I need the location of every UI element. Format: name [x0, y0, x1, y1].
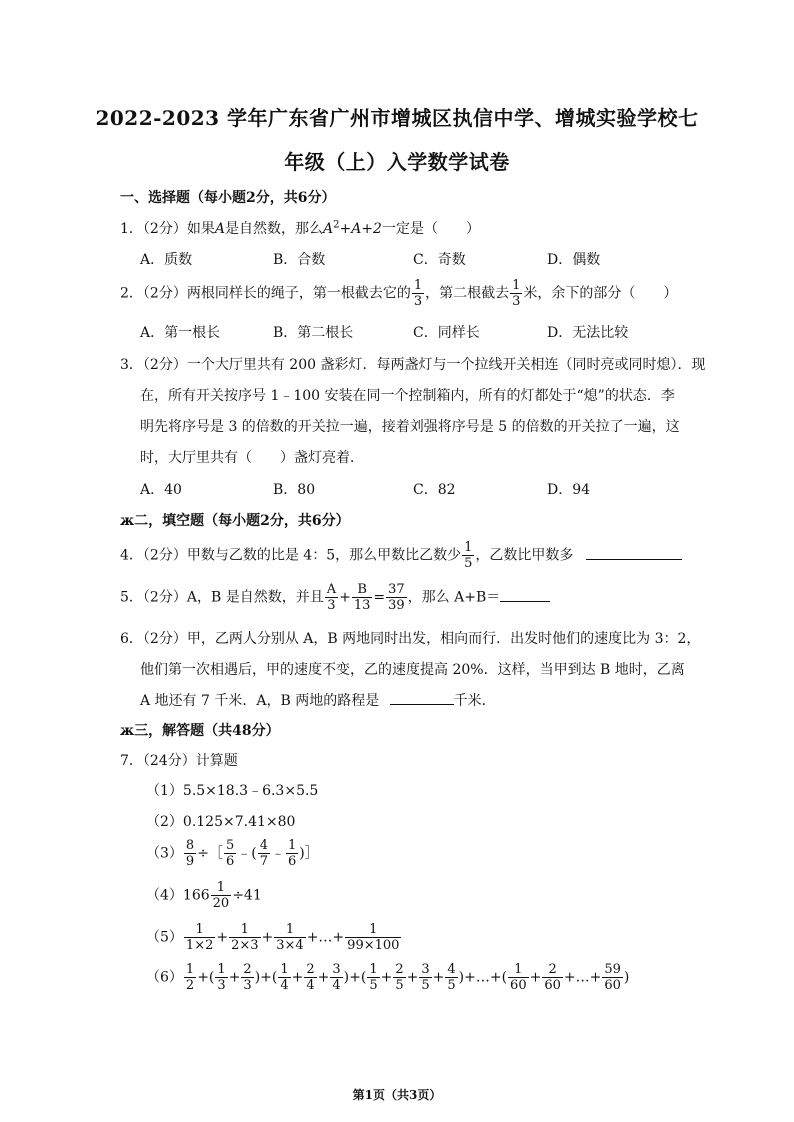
exam-title-line1: 2022-2023 学年广东省广州市增城区执信中学、增城实验学校七 — [95, 106, 699, 130]
question-text: 一个大厅里共有 200 盏彩灯．每两盏灯与一个拉线开关相连（同时亮或同时熄）．现 — [186, 357, 706, 373]
question-text: A，B 是自然数，并且 — [186, 589, 324, 606]
option-b: B．合数 — [273, 252, 326, 268]
operator: + — [432, 969, 445, 986]
operator: + — [406, 969, 419, 986]
fraction: $\frac{1}{2}$ — [185, 962, 195, 993]
section-heading-solve: ж三，解答题（共48分） — [120, 723, 280, 739]
question-text: 千米． — [453, 693, 496, 709]
subquestion-3 — [146, 838, 319, 869]
subquestion-label: （6） — [146, 969, 183, 986]
question-number: 3． — [120, 357, 143, 373]
question-number: 6． — [120, 631, 143, 647]
question-text: 甲，乙两人分别从 A，B 两地同时出发，相向而行．出发时他们的速度比为 3：2， — [186, 631, 701, 647]
question-score: （2分） — [142, 357, 187, 373]
question-text: 一定是（ ） — [381, 221, 480, 237]
fraction: $\frac{3}{5}$ — [421, 962, 430, 993]
operator: )+( — [254, 969, 278, 986]
fraction: $\frac{1}{4}$ — [280, 962, 289, 993]
fraction: $\frac{4}{5}$ — [447, 962, 456, 993]
option-d: D．无法比较 — [547, 325, 629, 341]
question-2 — [120, 278, 677, 309]
option-a: A．质数 — [140, 252, 193, 268]
subquestion-label: （4） — [146, 887, 183, 904]
fraction: $\frac{1}{3}$ — [413, 278, 423, 309]
exponent: 2 — [333, 219, 340, 231]
fraction: $\frac{4}{7}$ — [259, 838, 268, 869]
section-heading-choice: 一、选择题（每小题2分，共6分） — [120, 190, 336, 206]
question-4 — [120, 540, 682, 571]
subquestion-label: （3） — [146, 845, 183, 862]
operator: ﹣ — [270, 845, 285, 862]
fraction: $\frac{2}{3}$ — [243, 962, 252, 993]
question-text: 米，余下的部分（ ） — [523, 285, 678, 302]
question-6 — [120, 628, 700, 648]
fraction: $\frac{59}{60}$ — [604, 962, 621, 993]
mixed-number-whole: 166 — [182, 887, 210, 904]
operator: ÷41 — [232, 887, 262, 904]
question-1 — [120, 218, 480, 238]
question-number: 4． — [120, 547, 143, 564]
fraction: $\frac{1}{5}$ — [369, 962, 378, 993]
question-7 — [120, 750, 238, 770]
operator: + — [317, 969, 330, 986]
fraction: $\frac{1}{5}$ — [464, 540, 473, 571]
question-text: 计算题 — [195, 753, 238, 769]
subquestion-4 — [146, 880, 262, 911]
question-text: 他们第一次相遇后，甲的速度不变，乙的速度提高 20%．这样，当甲到达 B 地时，乙离 — [140, 662, 685, 678]
question-3 — [120, 354, 705, 374]
operator: ﹣( — [237, 845, 257, 862]
option-a: A．40 — [140, 482, 182, 498]
subquestion-2: （2）0.125×7.41×80 — [146, 814, 296, 830]
question-score: （2分） — [142, 631, 187, 647]
question-score: （2分） — [142, 285, 187, 302]
operator: )+…+( — [458, 969, 508, 986]
question-text: 明先将序号是 3 的倍数的开关拉一遍，接着刘强将序号是 5 的倍数的开关拉了一遍，这 — [140, 419, 680, 435]
subquestion-1: （1）5.5×18.3﹣6.3×5.5 — [146, 783, 319, 799]
fraction: $\frac{1}{99\times 100}$ — [347, 922, 400, 953]
operator: + — [261, 929, 274, 946]
option-d: D．94 — [547, 482, 591, 498]
option-d: D．偶数 — [547, 252, 601, 268]
fraction: $\frac{2}{4}$ — [306, 962, 315, 993]
option-c: C．奇数 — [413, 252, 466, 268]
fraction: $\frac{2}{5}$ — [395, 962, 404, 993]
fraction: $\frac{1}{6}$ — [287, 838, 297, 869]
fraction: $\frac{5}{6}$ — [225, 838, 235, 869]
operator: +( — [197, 969, 215, 986]
option-b: B．80 — [273, 482, 316, 498]
variable: A — [322, 221, 334, 237]
operator: + — [339, 589, 351, 606]
option-b: B．第二根长 — [273, 325, 354, 341]
operator: + — [380, 969, 393, 986]
subquestion-5 — [146, 922, 402, 953]
question-score: （2分） — [142, 589, 187, 606]
operator: +…+ — [306, 929, 345, 946]
fraction: $\frac{8}{9}$ — [185, 838, 195, 869]
fraction: $\frac{1}{3}$ — [217, 962, 226, 993]
question-text: ，乙数比甲数多 — [475, 547, 574, 564]
operator: + — [291, 969, 304, 986]
operator: ) — [623, 969, 630, 986]
question-text: ，那么 A+B＝ — [407, 589, 501, 606]
fraction: $\frac{1}{2\times 3}$ — [231, 922, 259, 953]
operator: )+( — [343, 969, 367, 986]
option-a: A．第一根长 — [140, 325, 221, 341]
operator: +…+ — [563, 969, 602, 986]
fraction: $\frac{37}{39}$ — [388, 582, 405, 613]
question-number: 7． — [120, 753, 143, 769]
question-5 — [120, 582, 550, 613]
operator: )］ — [299, 845, 319, 862]
question-text: 两根同样长的绳子，第一根截去它的 — [186, 285, 411, 302]
operator: + — [228, 969, 241, 986]
fraction: $\frac{A}{3}$ — [326, 582, 337, 613]
operator: + — [216, 929, 229, 946]
question-text — [140, 690, 496, 710]
question-score: （24分） — [142, 753, 196, 769]
exam-title-line2: 年级（上）入学数学试卷 — [284, 150, 510, 174]
page-footer: 第1页（共3页） — [352, 1088, 442, 1102]
question-text: 在，所有开关按序号 1﹣100 安装在同一个控制箱内，所有的灯都处于“熄”的状态．李 — [140, 388, 675, 404]
question-text: 甲数与乙数的比是 4：5，那么甲数比乙数少 — [186, 547, 462, 564]
operator: ÷［ — [197, 845, 223, 862]
question-number: 5． — [120, 589, 143, 606]
option-c: C．82 — [413, 482, 456, 498]
question-text: 如果 — [186, 221, 215, 237]
question-number: 2． — [120, 285, 143, 302]
question-text: 是自然数，那么 — [224, 221, 323, 237]
variable: A — [214, 221, 225, 237]
question-score: （2分） — [142, 221, 187, 237]
subquestion-label: （5） — [146, 929, 183, 946]
question-score: （2分） — [142, 547, 187, 564]
operator: = — [373, 589, 386, 606]
fraction: $\frac{1}{1\times 2}$ — [185, 922, 214, 953]
question-text: ，第二根截去 — [425, 285, 510, 302]
question-number: 1． — [120, 221, 143, 237]
fraction: $\frac{B}{13}$ — [353, 582, 371, 613]
section-heading-fill: ж二，填空题（每小题2分，共6分） — [120, 513, 350, 529]
fraction: $\frac{1}{3\times 4}$ — [276, 922, 304, 953]
subquestion-6 — [146, 962, 629, 993]
fraction: $\frac{1}{60}$ — [510, 962, 527, 993]
fraction: $\frac{1}{20}$ — [212, 880, 230, 911]
answer-blank[interactable] — [500, 587, 550, 602]
option-c: C．同样长 — [413, 325, 480, 341]
question-text: A 地还有 7 千米．A，B 两地的路程是 — [140, 693, 380, 709]
answer-blank[interactable] — [390, 690, 454, 705]
fraction: $\frac{3}{4}$ — [332, 962, 341, 993]
fraction: $\frac{2}{60}$ — [544, 962, 561, 993]
expression: +A+2 — [339, 221, 382, 237]
fraction: $\frac{1}{3}$ — [512, 278, 521, 309]
answer-blank[interactable] — [586, 545, 682, 560]
operator: + — [529, 969, 542, 986]
question-text: 时，大厅里共有（ ）盏灯亮着． — [140, 450, 364, 466]
